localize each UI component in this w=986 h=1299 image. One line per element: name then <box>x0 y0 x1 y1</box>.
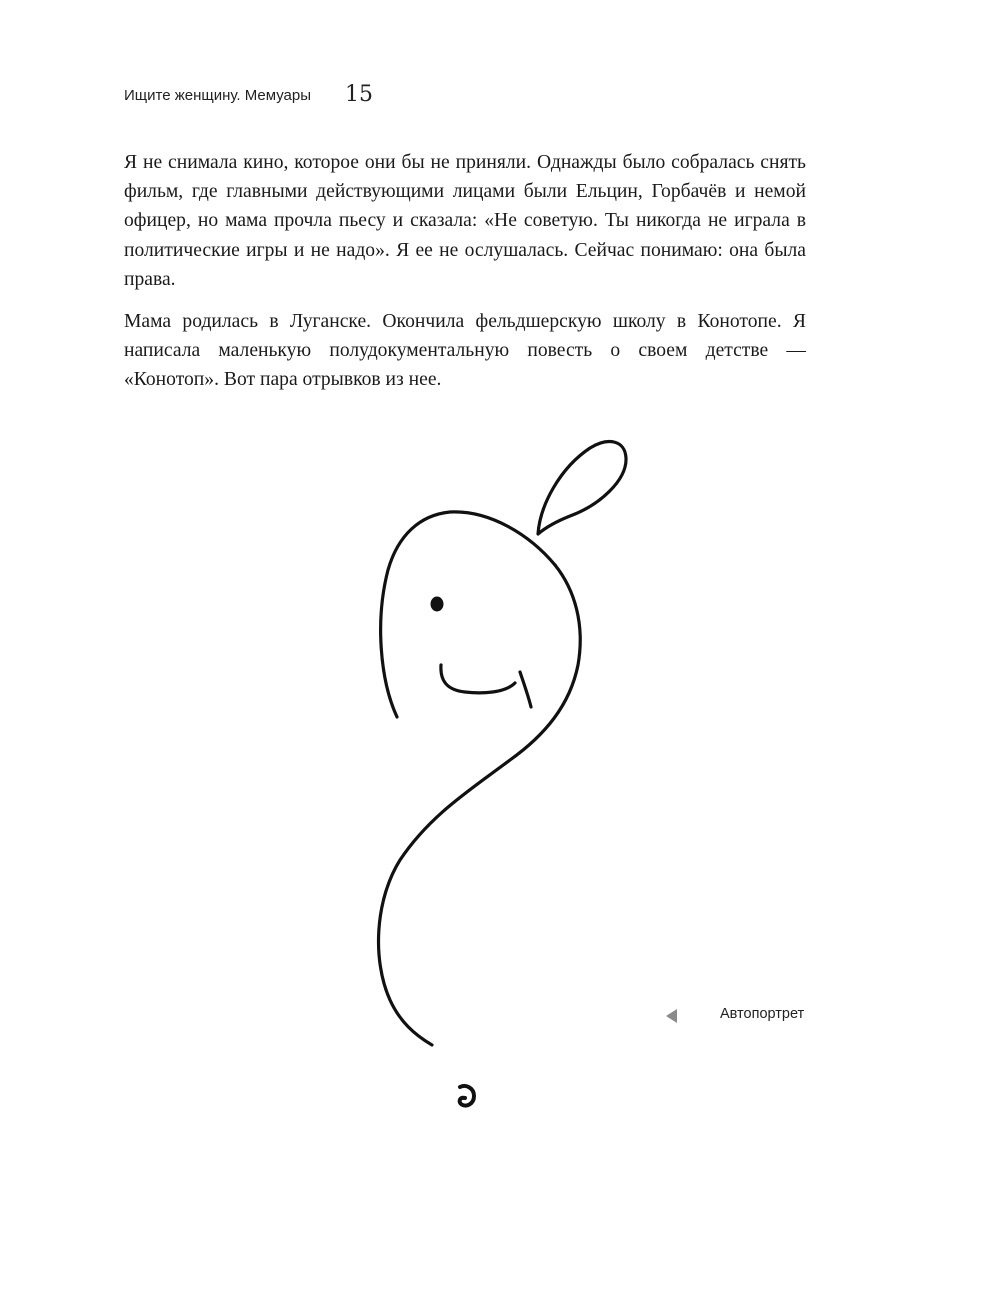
eye <box>431 597 444 612</box>
paragraph-1: Я не снимала кино, которое они бы не приняли. Однажды было собралась снять фильм, где главными действующими лицами были Ельцин, Горбачёв и немой офицер, но мама прочла пьесу и сказала: «Не советую. Ты никогда не играла в политические игры и не надо». Я ее не ослушалась. Сейчас понимаю: она была права. <box>124 152 806 290</box>
cheek-mark <box>520 672 531 707</box>
paragraph-2: Мама родилась в Луганске. Окончила фельдшерскую школу в Конотопе. Я написала маленькую полудокументальную повесть о своем детстве — «Конотоп». Вот пара отрывков из нее. <box>124 311 806 391</box>
head-body-curve <box>379 565 581 1045</box>
book-title: Ищите женщину. Мемуары <box>124 87 311 104</box>
smile <box>441 665 515 693</box>
head-left-outline <box>381 512 555 717</box>
caption-text: Автопортрет <box>720 1006 805 1022</box>
foot-mark <box>460 1086 474 1106</box>
hair-tuft <box>538 442 626 534</box>
page-number: 15 <box>345 82 373 107</box>
triangle-left-icon <box>666 1009 677 1023</box>
